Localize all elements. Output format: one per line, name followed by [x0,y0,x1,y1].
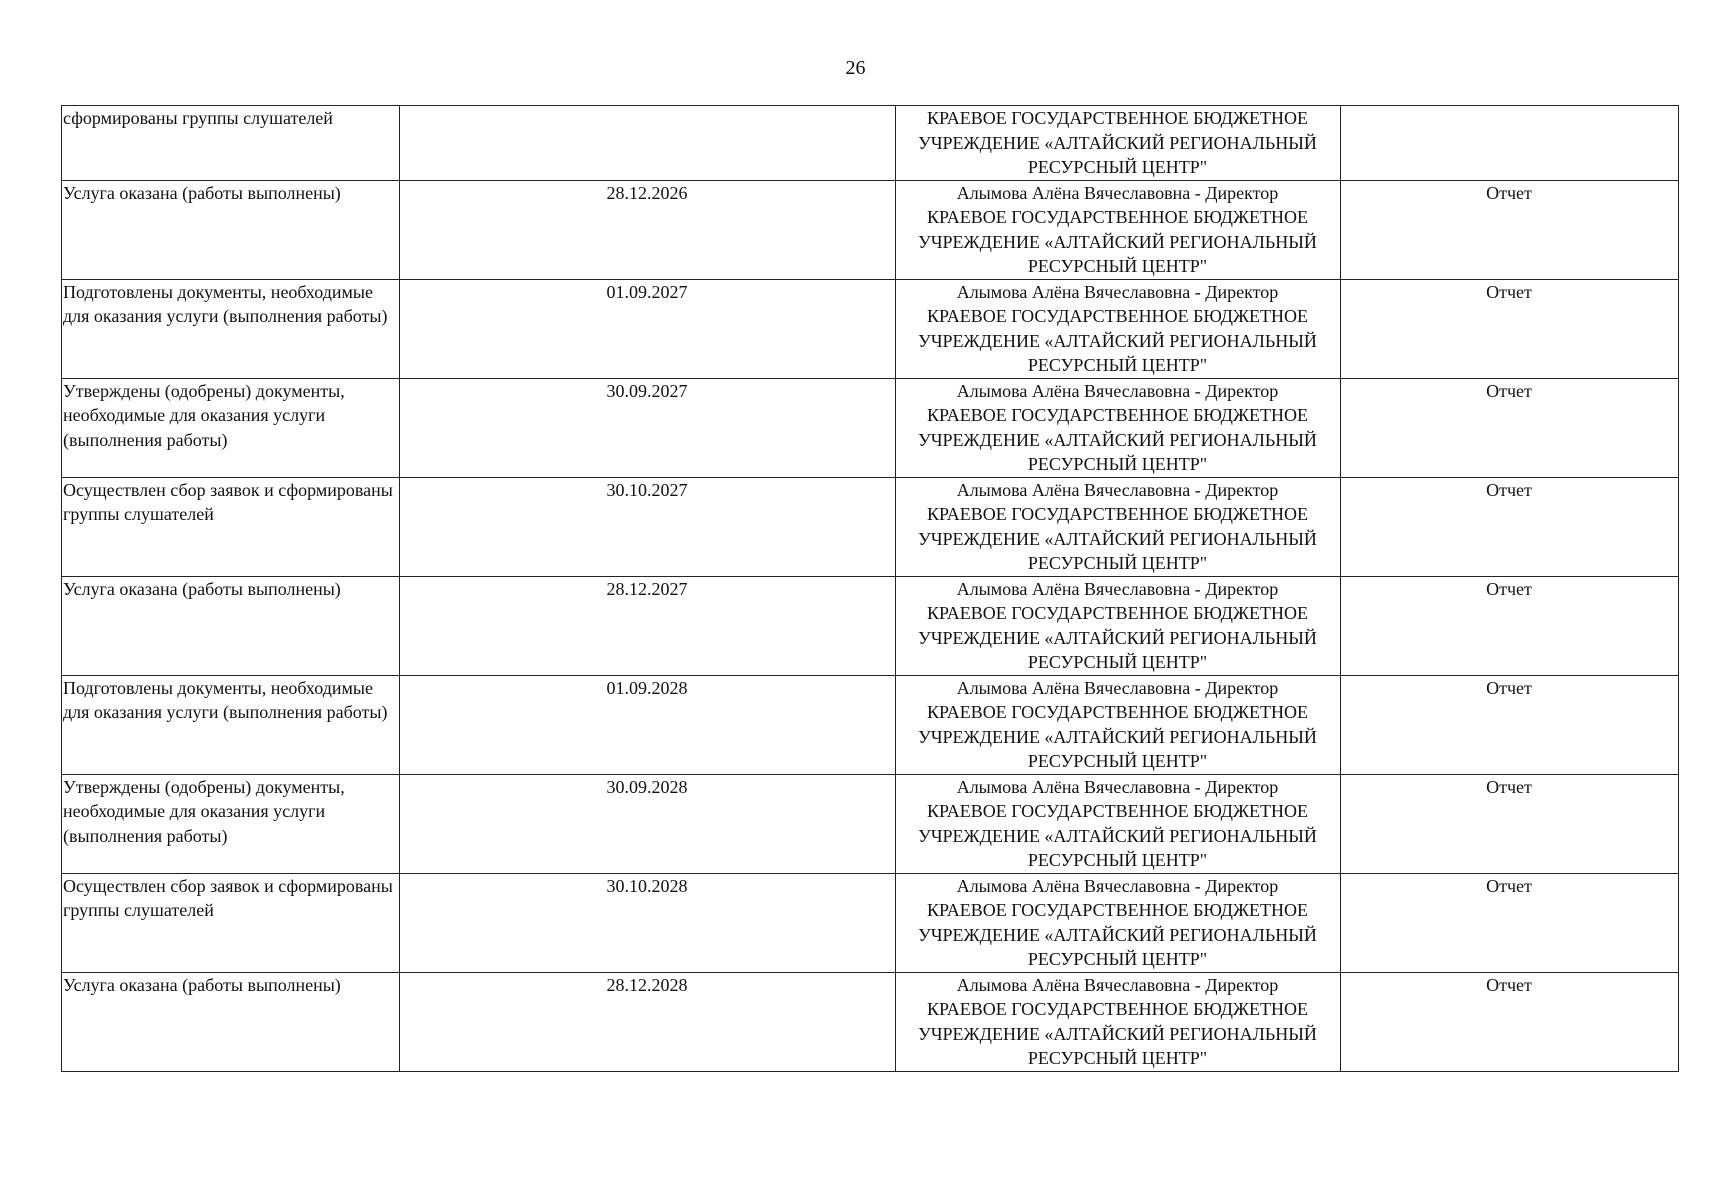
table-row [62,378,1679,477]
organization-line: РЕСУРСНЫЙ ЦЕНТР" [1027,652,1208,672]
organization-line: УЧРЕЖДЕНИЕ «АЛТАЙСКИЙ РЕГИОНАЛЬНЫЙ [918,1023,1317,1044]
organization-line: РЕСУРСНЫЙ ЦЕНТР" [1027,1048,1208,1068]
organization-line: УЧРЕЖДЕНИЕ «АЛТАЙСКИЙ РЕГИОНАЛЬНЫЙ [918,825,1317,846]
date-cell: 30.09.2027 [400,378,896,477]
organization-line: УЧРЕЖДЕНИЕ «АЛТАЙСКИЙ РЕГИОНАЛЬНЫЙ [918,924,1317,945]
organization-line: КРАЕВОЕ ГОСУДАРСТВЕННОЕ БЮДЖЕТНОЕ [927,702,1308,722]
event-cell: Осуществлен сбор заявок и сформированы группы слушателей [62,477,400,576]
document-cell [1341,106,1679,181]
date-cell: 30.09.2028 [400,774,896,873]
document-cell: Отчет [1341,180,1679,279]
organization-line: УЧРЕЖДЕНИЕ «АЛТАЙСКИЙ РЕГИОНАЛЬНЫЙ [918,429,1317,450]
responsible-person: Алымова Алёна Вячеславовна - Директор [956,380,1279,401]
responsible-person: Алымова Алёна Вячеславовна - Директор [956,281,1279,302]
date-cell: 28.12.2026 [400,180,896,279]
responsible-cell [896,774,1341,873]
organization-line: КРАЕВОЕ ГОСУДАРСТВЕННОЕ БЮДЖЕТНОЕ [927,504,1308,524]
responsible-cell [896,378,1341,477]
organization-line: КРАЕВОЕ ГОСУДАРСТВЕННОЕ БЮДЖЕТНОЕ [927,999,1308,1019]
table-row [62,477,1679,576]
table-row [62,873,1679,972]
document-cell: Отчет [1341,675,1679,774]
organization-line: КРАЕВОЕ ГОСУДАРСТВЕННОЕ БЮДЖЕТНОЕ [927,900,1308,920]
organization-line: УЧРЕЖДЕНИЕ «АЛТАЙСКИЙ РЕГИОНАЛЬНЫЙ [918,627,1317,648]
organization-line: РЕСУРСНЫЙ ЦЕНТР" [1027,355,1208,375]
organization-line: РЕСУРСНЫЙ ЦЕНТР" [1027,157,1208,177]
organization-line: РЕСУРСНЫЙ ЦЕНТР" [1027,850,1208,870]
document-cell: Отчет [1341,477,1679,576]
responsible-person: Алымова Алёна Вячеславовна - Директор [956,875,1279,896]
responsible-cell [896,873,1341,972]
date-cell: 30.10.2028 [400,873,896,972]
document-cell: Отчет [1341,378,1679,477]
table-row [62,576,1679,675]
table-row [62,279,1679,378]
event-cell: Подготовлены документы, необходимые для оказания услуги (выполнения работы) [62,279,400,378]
date-cell: 30.10.2027 [400,477,896,576]
document-cell: Отчет [1341,774,1679,873]
organization-line: КРАЕВОЕ ГОСУДАРСТВЕННОЕ БЮДЖЕТНОЕ [927,207,1308,227]
event-cell: Услуга оказана (работы выполнены) [62,972,400,1071]
event-cell: Услуга оказана (работы выполнены) [62,180,400,279]
event-cell: Утверждены (одобрены) документы, необходимые для оказания услуги (выполнения работы) [62,774,400,873]
responsible-cell [896,477,1341,576]
responsible-cell [896,675,1341,774]
organization-line: РЕСУРСНЫЙ ЦЕНТР" [1027,454,1208,474]
document-cell: Отчет [1341,576,1679,675]
organization-line: КРАЕВОЕ ГОСУДАРСТВЕННОЕ БЮДЖЕТНОЕ [927,801,1308,821]
event-cell: Услуга оказана (работы выполнены) [62,576,400,675]
organization-line: УЧРЕЖДЕНИЕ «АЛТАЙСКИЙ РЕГИОНАЛЬНЫЙ [918,231,1317,252]
responsible-person: Алымова Алёна Вячеславовна - Директор [956,677,1279,698]
organization-line: РЕСУРСНЫЙ ЦЕНТР" [1027,949,1208,969]
responsible-cell [896,972,1341,1071]
organization-line: УЧРЕЖДЕНИЕ «АЛТАЙСКИЙ РЕГИОНАЛЬНЫЙ [918,132,1317,153]
event-cell: сформированы группы слушателей [62,106,400,181]
organization-line: УЧРЕЖДЕНИЕ «АЛТАЙСКИЙ РЕГИОНАЛЬНЫЙ [918,726,1317,747]
responsible-cell [896,279,1341,378]
page-number: 26 [845,57,866,79]
document-cell: Отчет [1341,279,1679,378]
organization-line: КРАЕВОЕ ГОСУДАРСТВЕННОЕ БЮДЖЕТНОЕ [927,306,1308,326]
organization-line: РЕСУРСНЫЙ ЦЕНТР" [1027,553,1208,573]
organization-line: КРАЕВОЕ ГОСУДАРСТВЕННОЕ БЮДЖЕТНОЕ [927,405,1308,425]
table-row [62,774,1679,873]
organization-line: УЧРЕЖДЕНИЕ «АЛТАЙСКИЙ РЕГИОНАЛЬНЫЙ [918,330,1317,351]
table-row [62,972,1679,1071]
date-cell: 28.12.2028 [400,972,896,1071]
schedule-table [61,105,1679,1072]
event-cell: Осуществлен сбор заявок и сформированы группы слушателей [62,873,400,972]
event-cell: Подготовлены документы, необходимые для оказания услуги (выполнения работы) [62,675,400,774]
responsible-person: Алымова Алёна Вячеславовна - Директор [956,578,1279,599]
date-cell [400,106,896,181]
date-cell: 28.12.2027 [400,576,896,675]
organization-line: РЕСУРСНЫЙ ЦЕНТР" [1027,751,1208,771]
document-cell: Отчет [1341,873,1679,972]
responsible-cell [896,576,1341,675]
date-cell: 01.09.2028 [400,675,896,774]
table-row [62,106,1679,181]
organization-line: КРАЕВОЕ ГОСУДАРСТВЕННОЕ БЮДЖЕТНОЕ [927,603,1308,623]
responsible-person: Алымова Алёна Вячеславовна - Директор [956,182,1279,203]
responsible-person: Алымова Алёна Вячеславовна - Директор [956,479,1279,500]
event-cell: Утверждены (одобрены) документы, необходимые для оказания услуги (выполнения работы) [62,378,400,477]
responsible-person: Алымова Алёна Вячеславовна - Директор [956,776,1279,797]
organization-line: УЧРЕЖДЕНИЕ «АЛТАЙСКИЙ РЕГИОНАЛЬНЫЙ [918,528,1317,549]
date-cell: 01.09.2027 [400,279,896,378]
responsible-cell [896,180,1341,279]
organization-line: РЕСУРСНЫЙ ЦЕНТР" [1027,256,1208,276]
table-body [62,106,1679,1072]
organization-line: КРАЕВОЕ ГОСУДАРСТВЕННОЕ БЮДЖЕТНОЕ [927,108,1308,128]
table-row [62,180,1679,279]
document-cell: Отчет [1341,972,1679,1071]
responsible-cell [896,106,1341,181]
table-row [62,675,1679,774]
responsible-person: Алымова Алёна Вячеславовна - Директор [956,974,1279,995]
